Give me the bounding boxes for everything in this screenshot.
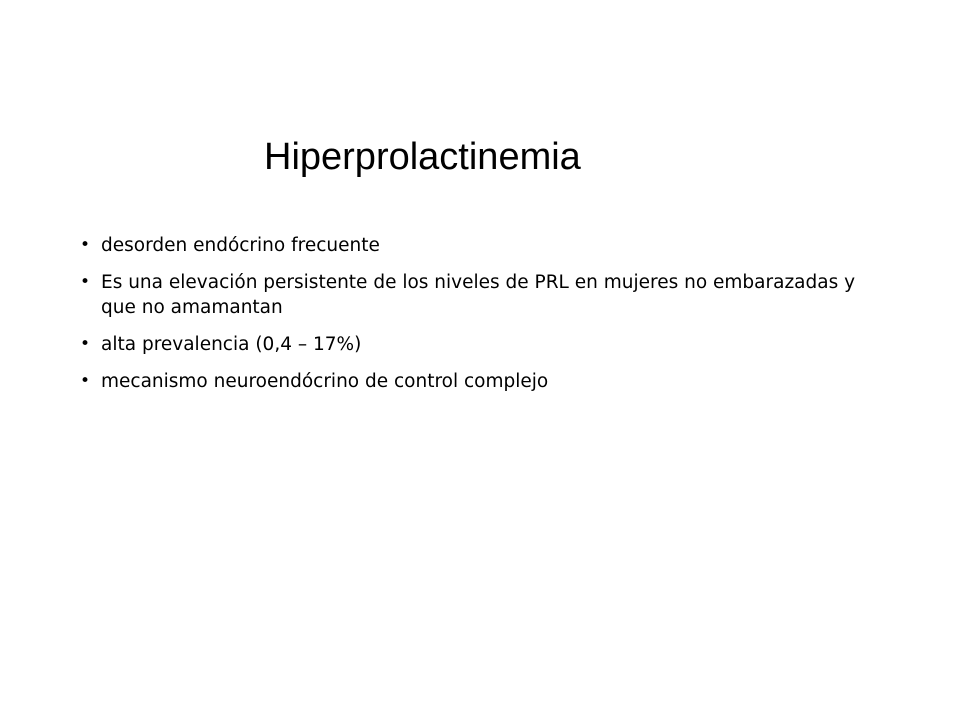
bullet-list [80,233,880,406]
bullet-icon: • [80,272,91,292]
bullet-text: desorden endócrino frecuente [101,235,380,256]
bullet-text: mecanismo neuroendócrino de control complejo [101,371,549,392]
bullet-item [80,233,880,258]
bullet-item [80,369,880,394]
bullet-item [80,270,880,320]
bullet-item [80,332,880,357]
bullet-text: Es una elevación persistente de los niveles de PRL en mujeres no embarazadas y que no amamantan [101,272,856,318]
bullet-icon: • [80,334,91,354]
bullet-text: alta prevalencia (0,4 – 17%) [101,334,362,355]
slide-title: Hiperprolactinemia [264,136,581,178]
bullet-icon: • [80,235,91,255]
bullet-icon: • [80,371,91,391]
